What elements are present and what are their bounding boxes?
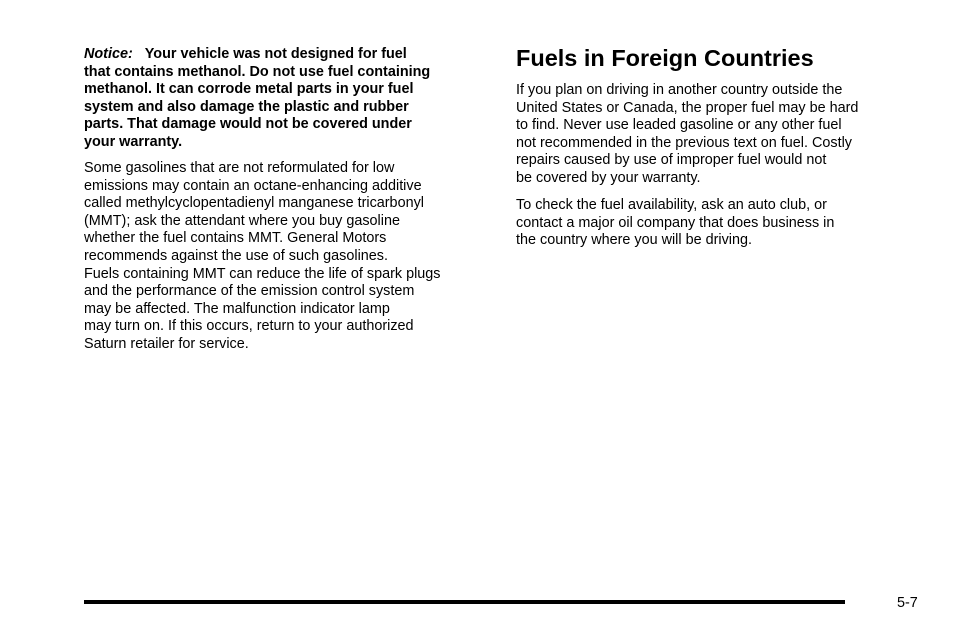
paragraph-line: may be affected. The malfunction indicator lamp [84, 300, 390, 317]
paragraph-line: To check the fuel availability, ask an auto club, or [516, 197, 827, 213]
paragraph-line: and the performance of the emission control system [84, 283, 415, 300]
fuel-availability-paragraph [516, 197, 834, 250]
paragraph-line: whether the fuel contains MMT. General Motors [84, 230, 387, 247]
page-number: 5-7 [897, 595, 918, 611]
paragraph-line: United States or Canada, the proper fuel may be hard [516, 99, 859, 116]
paragraph-line: the country where you will be driving. [516, 232, 752, 249]
paragraph-line: recommends against the use of such gasolines. [84, 247, 388, 264]
paragraph-line: to find. Never use leaded gasoline or any other fuel [516, 117, 842, 134]
notice-line: system and also damage the plastic and rubber [84, 98, 409, 115]
paragraph-line: called methylcyclopentadienyl manganese tricarbonyl [84, 195, 424, 212]
mmt-paragraph [84, 160, 440, 354]
paragraph-line: emissions may contain an octane-enhancing additive [84, 177, 422, 194]
paragraph-line: Saturn retailer for service. [84, 335, 249, 352]
paragraph-line: (MMT); ask the attendant where you buy gasoline [84, 212, 400, 229]
paragraph-line: be covered by your warranty. [516, 169, 701, 186]
notice-label: Notice: [84, 46, 133, 62]
section-heading: Fuels in Foreign Countries [516, 45, 814, 71]
notice-line [84, 46, 430, 64]
paragraph-line: Fuels containing MMT can reduce the life of spark plugs [84, 265, 441, 282]
paragraph-line: If you plan on driving in another country outside the [516, 82, 843, 98]
paragraph-line: repairs caused by use of improper fuel would not [516, 152, 827, 169]
paragraph-line: may turn on. If this occurs, return to your authorized [84, 318, 414, 335]
paragraph-line: Some gasolines that are not reformulated for low [84, 160, 395, 176]
paragraph-line: contact a major oil company that does business in [516, 214, 835, 231]
foreign-fuel-paragraph [516, 82, 858, 188]
notice-line: that contains methanol. Do not use fuel containing [84, 63, 431, 80]
paragraph-line: not recommended in the previous text on fuel. Costly [516, 134, 852, 151]
footer-rule [84, 600, 845, 604]
notice-block [84, 46, 430, 152]
notice-line: your warranty. [84, 133, 183, 150]
notice-line: methanol. It can corrode metal parts in your fuel [84, 81, 414, 98]
notice-line: parts. That damage would not be covered under [84, 116, 412, 133]
notice-text: Your vehicle was not designed for fuel [144, 46, 407, 62]
